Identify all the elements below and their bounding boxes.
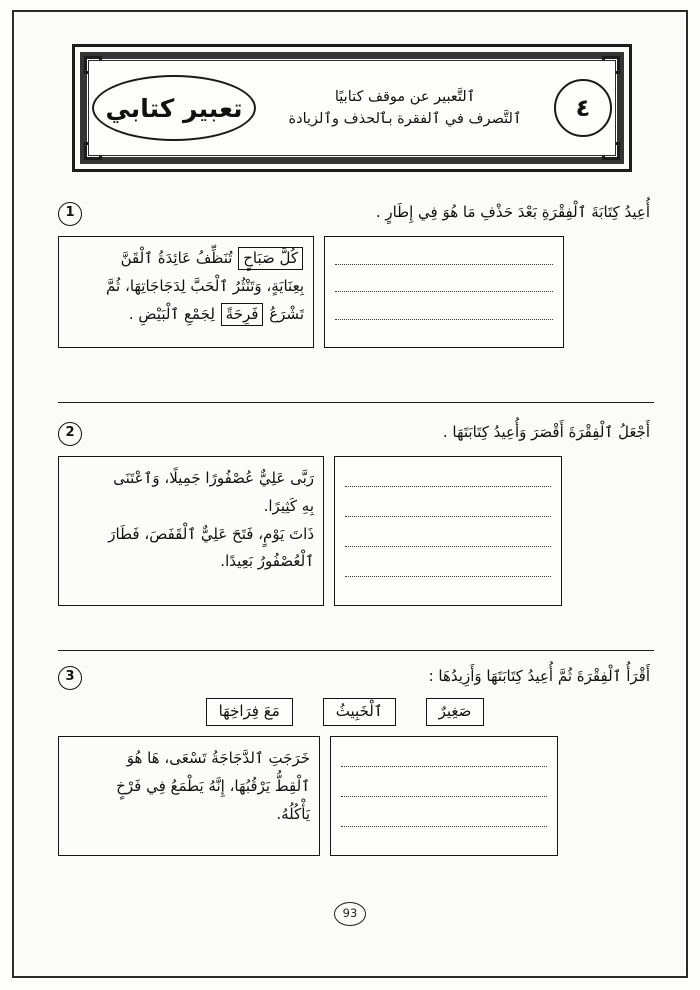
lesson-title-ellipse: تعبير كتابي bbox=[92, 75, 256, 141]
exercise-divider-1 bbox=[58, 402, 654, 403]
source-text-before: بِعِنَايَةٍ، وَتَنْثُرُ ٱلْحَبَّ لِدَجَاجَاتِهَا، ثُمَّ bbox=[106, 276, 304, 295]
exercise-1 bbox=[58, 200, 654, 348]
banner-content bbox=[92, 64, 612, 152]
source-line: ذَاتَ يَوْمٍ، فَتَحَ عَلِيٌّ ٱلْقَفَصَ، فَطَارَ bbox=[108, 524, 314, 543]
exercise-2-instruction: أَجْعَلُ ٱلْفِقْرَةَ أَقْصَرَ وَأُعِيدُ كِتَابَتَهَا . bbox=[442, 423, 650, 441]
boxed-word: كُلَّ صَبَاحٍ bbox=[238, 247, 303, 270]
word-bank-chip[interactable]: صَغِيرٌ bbox=[426, 698, 485, 726]
writing-rule[interactable] bbox=[341, 826, 547, 827]
exercise-1-head bbox=[58, 200, 654, 226]
lesson-objective-line-2: ٱلتَّصرف في ٱلفقرة بٱلحذف وٱلزيادة bbox=[288, 111, 522, 127]
exercise-3-number: 3 bbox=[58, 666, 82, 690]
writing-rule[interactable] bbox=[345, 576, 551, 577]
unit-number-badge: ٤ bbox=[554, 79, 612, 137]
word-bank-chip[interactable]: ٱلْخَبِيثُ bbox=[323, 698, 396, 726]
source-line: يَأْكُلُهُ. bbox=[276, 804, 310, 823]
source-line: ٱلْقِطُّ يَرْقُبُهَا، إِنَّهُ يَطْمَعُ فِي فَرْخٍ bbox=[116, 776, 310, 795]
exercise-2 bbox=[58, 420, 654, 606]
paper-surface bbox=[16, 14, 684, 974]
exercise-2-head bbox=[58, 420, 654, 446]
exercise-2-number: 2 bbox=[58, 422, 82, 446]
exercise-2-source-paragraph bbox=[58, 456, 324, 606]
writing-rule[interactable] bbox=[341, 766, 547, 767]
exercise-3-body bbox=[58, 736, 654, 856]
writing-rule[interactable] bbox=[345, 546, 551, 547]
exercise-3-head bbox=[58, 664, 654, 690]
writing-rule[interactable] bbox=[335, 264, 553, 265]
writing-rule[interactable] bbox=[335, 319, 553, 320]
source-line bbox=[68, 273, 304, 301]
writing-rule[interactable] bbox=[335, 291, 553, 292]
word-bank-chip[interactable]: مَعَ فِرَاخِهَا bbox=[206, 698, 293, 726]
exercise-divider-2 bbox=[58, 650, 654, 651]
writing-rule[interactable] bbox=[345, 486, 551, 487]
writing-rule[interactable] bbox=[345, 516, 551, 517]
exercise-2-answer-box[interactable] bbox=[334, 456, 562, 606]
source-text-after: تُنَظِّفُ عَائِدَةُ ٱلْقَنَّ bbox=[120, 249, 238, 267]
exercise-1-number: 1 bbox=[58, 202, 82, 226]
source-text-after: لِجَمْعِ ٱلْبَيْضِ . bbox=[128, 304, 220, 323]
exercise-3-source-paragraph bbox=[58, 736, 320, 856]
exercise-1-instruction: أُعِيدُ كِتَابَةَ ٱلْفِقْرَةِ بَعْدَ حَذْفِ مَا هُوَ فِي إِطَارٍ . bbox=[375, 203, 650, 221]
exercise-3 bbox=[58, 664, 654, 856]
exercise-3-word-bank bbox=[58, 698, 654, 726]
exercise-1-body bbox=[58, 236, 654, 348]
source-line: خَرَجَتِ ٱلدَّجَاجَةُ تَسْعَى، هَا هُوَ bbox=[126, 749, 310, 767]
writing-rule[interactable] bbox=[341, 796, 547, 797]
exercise-2-body bbox=[58, 456, 654, 606]
source-line: رَبَّى عَلِيٌّ عُصْفُورًا جَمِيلًا، وَٱعْتَنَى bbox=[113, 469, 314, 487]
lesson-objective-line-1: ٱلتَّعبير عن موقف كتابيًا bbox=[334, 88, 476, 105]
source-line: بِهِ كَثِيرًا. bbox=[263, 496, 314, 515]
exercise-3-instruction: أَقْرَأُ ٱلْفِقْرَةَ ثُمَّ أُعِيدُ كِتَابَتَهَا وَأَزِيدُهَا : bbox=[428, 667, 650, 685]
exercise-3-answer-box[interactable] bbox=[330, 736, 558, 856]
exercise-1-answer-box[interactable] bbox=[324, 236, 564, 348]
lesson-header-banner bbox=[72, 44, 632, 172]
boxed-word: فَرِحَةً bbox=[221, 303, 264, 326]
source-line: ٱلْعُصْفُورُ بَعِيدًا. bbox=[220, 552, 314, 571]
source-text-before: تَشْرَعُ bbox=[264, 304, 304, 323]
source-line bbox=[68, 301, 304, 329]
exercise-1-source-paragraph bbox=[58, 236, 314, 348]
source-line bbox=[68, 245, 304, 273]
lesson-objectives bbox=[256, 86, 554, 131]
page-number: 93 bbox=[334, 902, 366, 926]
